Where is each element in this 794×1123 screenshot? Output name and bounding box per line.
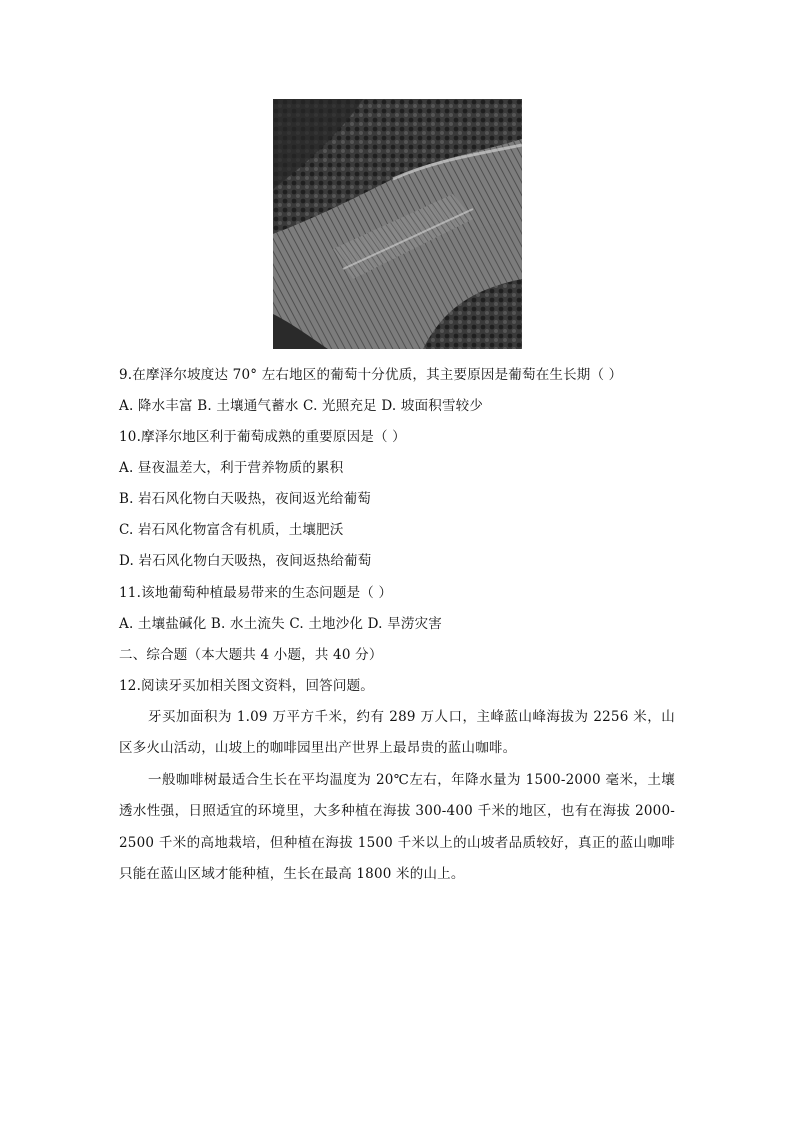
jamaica-paragraph-1: 牙买加面积为 1.09 万平方千米，约有 289 万人口，主峰蓝山峰海拔为 2256 米，山区多火山活动，山坡上的咖啡园里出产世界上最昂贵的蓝山咖啡。: [119, 709, 675, 757]
question-11-stem: 11.该地葡萄种植最易带来的生态问题是（ ）: [119, 585, 393, 601]
question-9-options: A. 降水丰富 B. 土壤通气蓄水 C. 光照充足 D. 坡面积雪较少: [119, 398, 484, 414]
question-10-option-c: C. 岩石风化物富含有机质，土壤肥沃: [119, 522, 344, 538]
jamaica-paragraph-2: 一般咖啡树最适合生长在平均温度为 20℃左右，年降水量为 1500-2000 毫米，土壤透水性强，日照适宜的环境里，大多种植在海拔 300-400 千米的地区，也有在海拔 2000-2500 千米的高地栽培，但种植在海拔 1500 千米以上的山坡者品质较好，真正的蓝山咖啡只能在蓝山区域才能种植，生长在最高 1800 米的山上。: [119, 772, 675, 882]
question-10-option-d: D. 岩石风化物白天吸热，夜间返热给葡萄: [119, 553, 372, 569]
question-10-option-a: A. 昼夜温差大，利于营养物质的累积: [119, 460, 344, 476]
question-12-stem: 12.阅读牙买加相关图文资料，回答问题。: [119, 678, 374, 694]
vineyard-slope-photo: [273, 99, 522, 349]
question-9-stem: 9.在摩泽尔坡度达 70° 左右地区的葡萄十分优质，其主要原因是葡萄在生长期（ ）: [119, 367, 623, 383]
question-10-option-b: B. 岩石风化物白天吸热，夜间返光给葡萄: [119, 491, 372, 507]
question-11-options: A. 土壤盐碱化 B. 水土流失 C. 土地沙化 D. 旱涝灾害: [119, 616, 442, 632]
question-10-stem: 10.摩泽尔地区利于葡萄成熟的重要原因是（ ）: [119, 429, 406, 445]
section-heading: 二、综合题（本大题共 4 小题，共 40 分）: [119, 647, 383, 663]
